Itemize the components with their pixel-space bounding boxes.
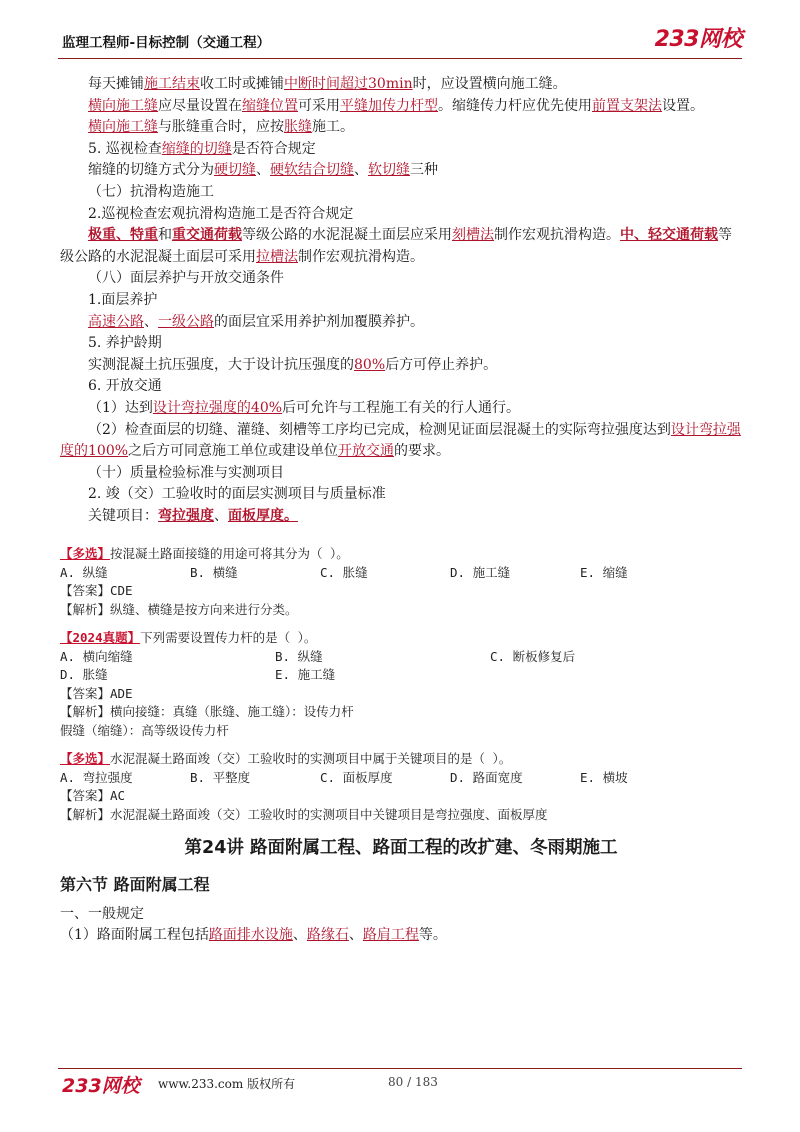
option: A. 弯拉强度 bbox=[60, 769, 133, 785]
question-tag: 【多选】 bbox=[60, 751, 111, 767]
page-header bbox=[58, 22, 742, 59]
option: A. 纵缝 bbox=[60, 564, 108, 580]
question-block bbox=[60, 750, 742, 824]
option: C. 断板修复后 bbox=[490, 648, 576, 664]
section-heading: （八）面层养护与开放交通条件 bbox=[88, 270, 284, 287]
paragraph: 横向施工缝应尽量设置在缩缝位置可采用平缝加传力杆型。缩缝传力杆应优先使用前置支架法设置。 bbox=[88, 97, 704, 114]
paragraph: （1）达到设计弯拉强度的40%后可允许与工程施工有关的行人通行。 bbox=[88, 399, 521, 416]
paragraph: 2. 竣（交）工验收时的面层实测项目与质量标准 bbox=[88, 486, 386, 503]
analysis: 【解析】水泥混凝土路面竣（交）工验收时的实测项目中关键项目是弯拉强度、面板厚度 bbox=[60, 806, 548, 822]
paragraph: 2.巡视检查宏观抗滑构造施工是否符合规定 bbox=[88, 205, 354, 222]
question-stem: 水泥混凝土路面竣（交）工验收时的实测项目中属于关键项目的是（ ）。 bbox=[110, 751, 512, 767]
answer: 【答案】CDE bbox=[60, 583, 133, 599]
paragraph: 每天摊铺施工结束收工时或摊铺中断时间超过30min时，应设置横向施工缝。 bbox=[88, 76, 567, 92]
header-title: 监理工程师-目标控制（交通工程） bbox=[62, 35, 271, 51]
paragraph: （1）路面附属工程包括路面排水设施、路缘石、路肩工程等。 bbox=[60, 927, 447, 944]
footer-logo[interactable]: 233网校 bbox=[62, 1075, 140, 1097]
page-body bbox=[60, 74, 742, 947]
analysis: 【解析】纵缝、横缝是按方向来进行分类。 bbox=[60, 601, 298, 617]
option: B. 纵缝 bbox=[275, 648, 323, 664]
option: E. 施工缝 bbox=[275, 667, 336, 683]
question-tag: 【2024真题】 bbox=[60, 630, 141, 646]
sub-heading: 一、一般规定 bbox=[60, 905, 144, 922]
copyright-text: www.233.com 版权所有 bbox=[158, 1077, 296, 1091]
lecture-title: 第24讲 路面附属工程、路面工程的改扩建、冬雨期施工 bbox=[184, 838, 618, 859]
option-row bbox=[60, 648, 742, 667]
option-row bbox=[60, 666, 742, 685]
paragraph: 高速公路、一级公路的面层宜采用养护剂加覆膜养护。 bbox=[88, 313, 424, 330]
option: C. 胀缝 bbox=[320, 564, 368, 580]
page-footer bbox=[58, 1068, 742, 1095]
chapter-title: 第六节 路面附属工程 bbox=[60, 875, 210, 895]
option: D. 胀缝 bbox=[60, 667, 108, 683]
brand-logo[interactable]: 233网校 bbox=[654, 27, 742, 52]
page-number: 80 / 183 bbox=[388, 1075, 438, 1089]
question-stem: 按混凝土路面接缝的用途可将其分为（ ）。 bbox=[110, 546, 349, 562]
paragraph: （2）检查面层的切缝、灌缝、刻槽等工序均已完成，检测见证面层混凝土的实际弯拉强度达到设计弯拉强度的100%之后方可同意施工单位或建设单位开放交通的要求。 bbox=[60, 421, 741, 460]
option: E. 横坡 bbox=[580, 769, 628, 785]
paragraph: 实测混凝土抗压强度，大于设计抗压强度的80%后方可停止养护。 bbox=[88, 356, 498, 373]
option: C. 面板厚度 bbox=[320, 769, 393, 785]
option: B. 平整度 bbox=[190, 769, 251, 785]
paragraph: 缩缝的切缝方式分为硬切缝、硬软结合切缝、软切缝三种 bbox=[88, 162, 438, 179]
paragraph: 1.面层养护 bbox=[88, 291, 158, 308]
option: B. 横缝 bbox=[190, 564, 238, 580]
section-heading: （十）质量检验标准与实测项目 bbox=[88, 464, 284, 481]
answer: 【答案】ADE bbox=[60, 685, 133, 701]
question-tag: 【多选】 bbox=[60, 546, 111, 562]
answer: 【答案】AC bbox=[60, 788, 126, 804]
option: D. 路面宽度 bbox=[450, 769, 523, 785]
option: E. 缩缝 bbox=[580, 564, 628, 580]
paragraph: 6. 开放交通 bbox=[88, 378, 162, 395]
paragraph: 关键项目：弯拉强度、面板厚度。 bbox=[88, 507, 298, 524]
question-block bbox=[60, 629, 742, 740]
question-stem: 下列需要设置传力杆的是（ ）。 bbox=[140, 630, 317, 646]
option-row bbox=[60, 564, 742, 583]
analysis: 【解析】横向接缝：真缝（胀缝、施工缝）：设传力杆 bbox=[60, 704, 354, 720]
paragraph: 5. 巡视检查缩缝的切缝是否符合规定 bbox=[88, 140, 316, 157]
option: A. 横向缩缝 bbox=[60, 648, 133, 664]
option-row bbox=[60, 769, 742, 788]
paragraph: 5. 养护龄期 bbox=[88, 335, 162, 352]
analysis: 假缝（缩缝）：高等级设传力杆 bbox=[60, 722, 229, 738]
section-heading: （七）抗滑构造施工 bbox=[88, 183, 214, 200]
option: D. 施工缝 bbox=[450, 564, 511, 580]
paragraph: 极重、特重和重交通荷载等级公路的水泥混凝土面层应采用刻槽法制作宏观抗滑构造。中、轻交通荷载等级公路的水泥混凝土面层可采用拉槽法制作宏观抗滑构造。 bbox=[60, 227, 732, 265]
question-block bbox=[60, 545, 742, 619]
paragraph: 横向施工缝与胀缝重合时，应按胀缝施工。 bbox=[88, 119, 354, 136]
